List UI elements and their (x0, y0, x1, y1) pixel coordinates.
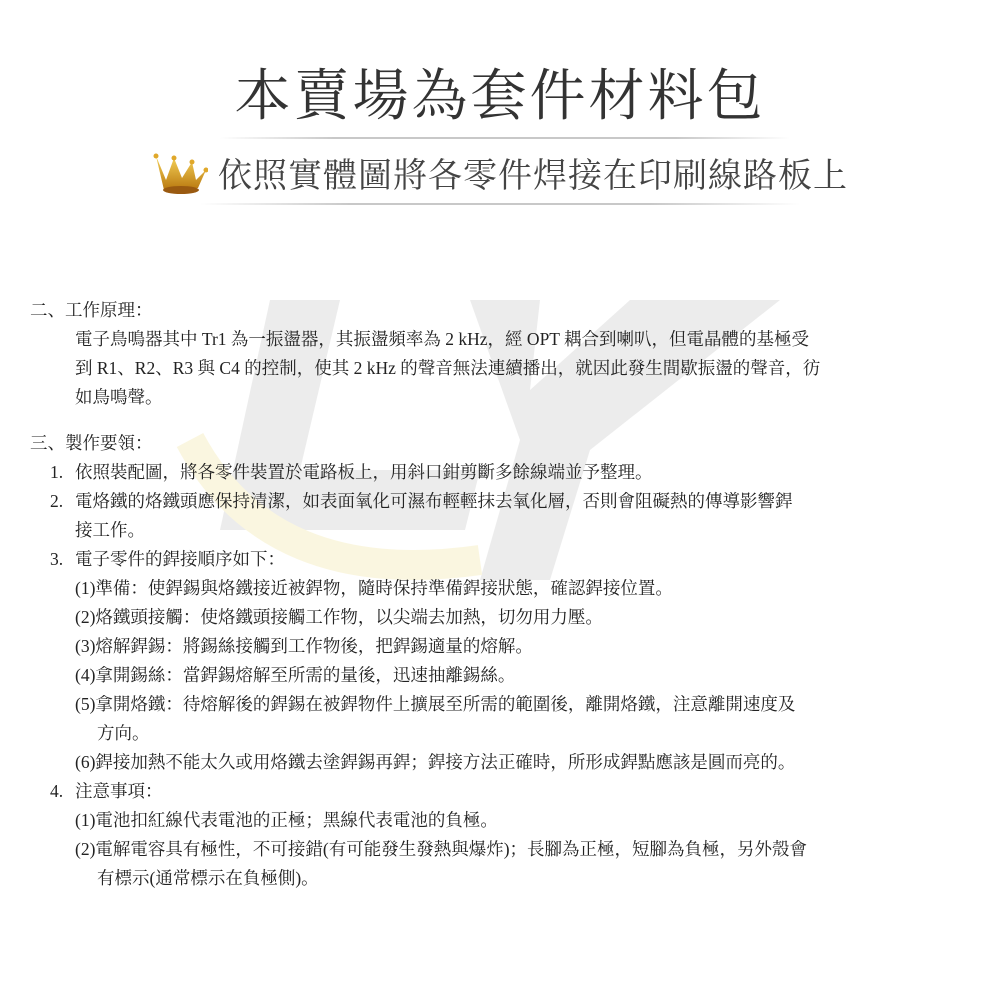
list-number: 1. (50, 462, 64, 482)
paragraph-line: 電子鳥鳴器其中 Tr1 為一振盪器，其振盪頻率為 2 kHz，經 OPT 耦合到喇叭，但電晶體的基極受 (75, 329, 810, 349)
page-title: 本賣場為套件材料包 (234, 64, 766, 129)
list-item (30, 487, 980, 516)
paragraph-line: 如鳥鳴聲。 (75, 387, 163, 407)
sub-item-continued: 有標示(通常標示在負極側)。 (97, 868, 319, 888)
list-item (30, 458, 980, 487)
list-text: 電烙鐵的烙鐵頭應保持清潔，如表面氧化可濕布輕輕抹去氧化層，否則會阻礙熱的傳導影響銲 (75, 491, 793, 511)
paragraph-line: 到 R1、R2、R3 與 C4 的控制，使其 2 kHz 的聲音無法連續播出，就因此發生間歇振盪的聲音，彷 (75, 358, 821, 378)
list-number: 2. (50, 491, 64, 511)
section-heading: 二、工作原理： (30, 300, 153, 320)
crown-icon (152, 150, 208, 196)
list-text: 依照裝配圖，將各零件裝置於電路板上，用斜口鉗剪斷多餘線端並予整理。 (75, 462, 653, 482)
sub-item: (2)電解電容具有極性，不可接錯(有可能發生發熱與爆炸)；長腳為正極，短腳為負極，另外殼會 (75, 839, 808, 859)
sub-item-continued: 方向。 (97, 723, 150, 743)
document-body (30, 296, 980, 893)
section-heading: 三、製作要領： (30, 433, 153, 453)
sub-item: (4)拿開錫絲：當銲錫熔解至所需的量後，迅速抽離錫絲。 (75, 665, 516, 685)
list-number: 4. (50, 781, 64, 801)
sub-item: (6)銲接加熱不能太久或用烙鐵去塗銲錫再銲；銲接方法正確時，所形成銲點應該是圓而亮的。 (75, 752, 796, 772)
list-text: 電子零件的銲接順序如下： (75, 549, 285, 569)
list-number: 3. (50, 549, 64, 569)
subtitle-row (120, 148, 880, 197)
divider-top (220, 137, 790, 139)
divider-bottom (200, 203, 800, 205)
subtitle: 依照實體圖將各零件焊接在印刷線路板上 (218, 156, 848, 196)
sub-item: (5)拿開烙鐵：待熔解後的銲錫在被銲物件上擴展至所需的範圍後，離開烙鐵，注意離開速度及 (75, 694, 796, 714)
list-item (30, 545, 980, 574)
list-text-continued: 接工作。 (75, 520, 145, 540)
list-text: 注意事項： (75, 781, 163, 801)
sub-item: (1)電池扣紅線代表電池的正極；黑線代表電池的負極。 (75, 810, 498, 830)
sub-item: (2)烙鐵頭接觸：使烙鐵頭接觸工作物，以尖端去加熱，切勿用力壓。 (75, 607, 603, 627)
sub-item: (1)準備：使銲錫與烙鐵接近被銲物，隨時保持準備銲接狀態，確認銲接位置。 (75, 578, 673, 598)
list-item (30, 777, 980, 806)
sub-item: (3)熔解銲錫：將錫絲接觸到工作物後，把銲錫適量的熔解。 (75, 636, 533, 656)
